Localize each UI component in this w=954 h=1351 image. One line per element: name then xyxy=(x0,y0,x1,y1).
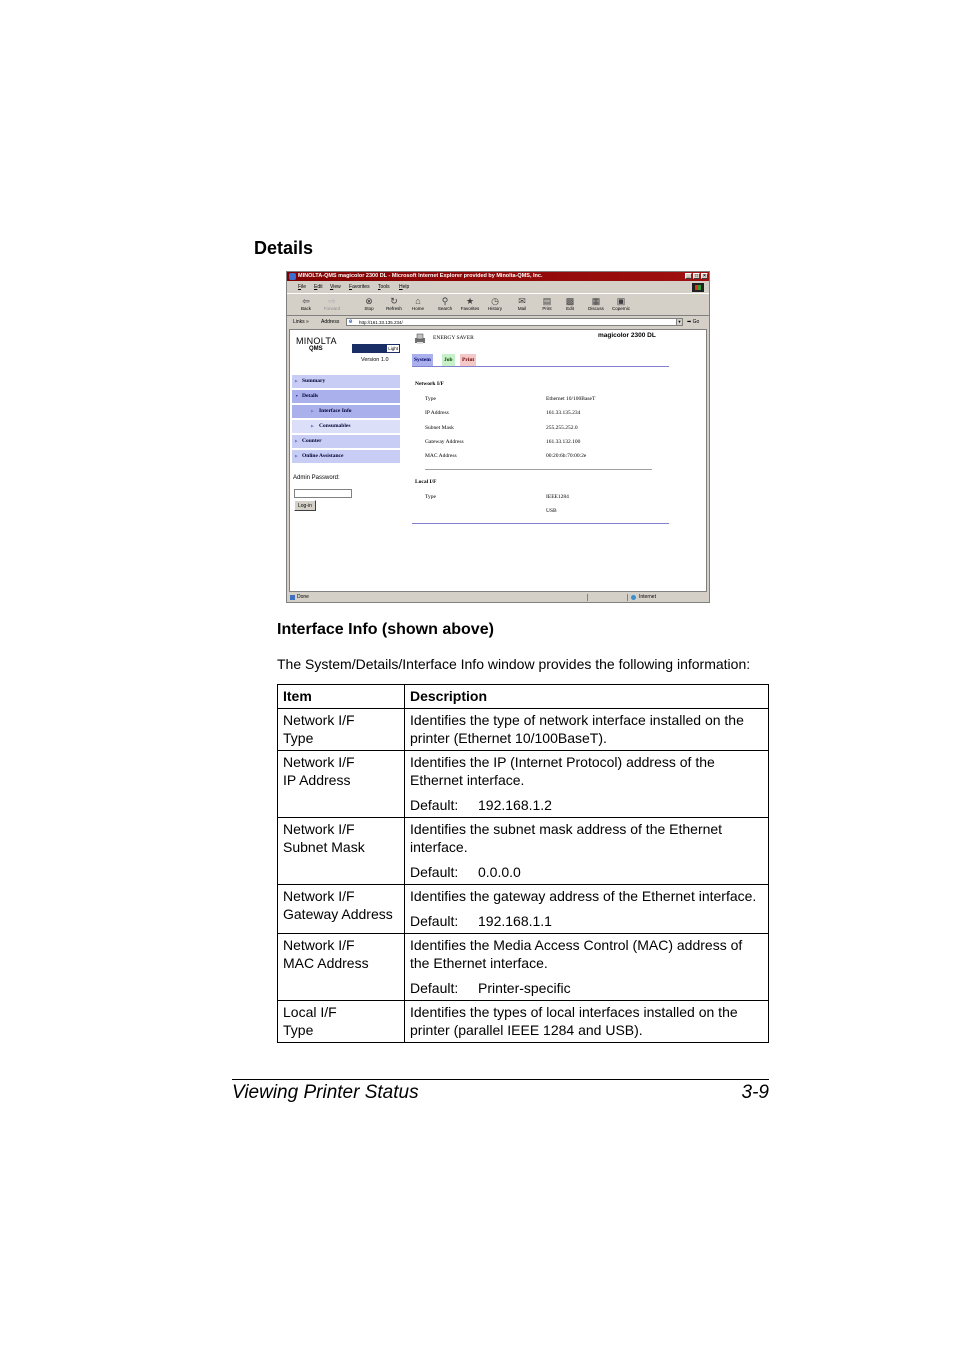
footer-rule xyxy=(232,1079,769,1080)
address-dropdown-icon[interactable]: ▼ xyxy=(677,319,682,324)
refresh-icon: ↻ xyxy=(390,296,398,306)
description-text: Identifies the Media Access Control (MAC) address of the Ethernet interface. xyxy=(410,937,743,971)
window-title: MINOLTA-QMS magicolor 2300 DL - Microsoft Internet Explorer provided by Minolta-QMS, Inc. xyxy=(298,273,543,279)
go-button[interactable]: ➡ Go xyxy=(687,319,700,325)
admin-password-input[interactable] xyxy=(294,489,352,498)
copernic-icon: ▣ xyxy=(616,296,626,306)
menu-tools[interactable]: Tools xyxy=(378,284,390,290)
local-type-value: IEEE1284 xyxy=(546,494,569,500)
badge-text: Light xyxy=(388,346,398,351)
menu-edit[interactable]: Edit xyxy=(314,284,323,290)
table-row xyxy=(278,885,769,934)
tab-divider xyxy=(412,366,669,367)
close-button[interactable]: × xyxy=(701,273,708,279)
history-icon: ◷ xyxy=(491,296,499,306)
nav-item-interface-info[interactable]: ▶ Interface Info xyxy=(292,405,400,418)
tab-job[interactable]: Job xyxy=(442,354,455,366)
default-label: Default: xyxy=(410,913,459,929)
toolbar-label: Back xyxy=(300,306,311,311)
login-button[interactable]: Log-in xyxy=(294,500,316,511)
network-field-value: 161.33.132.100 xyxy=(546,438,581,445)
toolbar-label: Mail xyxy=(517,306,527,311)
nav-item-consumables[interactable]: ▶ Consumables xyxy=(292,420,400,433)
printer-icon xyxy=(414,333,426,345)
default-value: 192.168.1.1 xyxy=(478,913,552,929)
toolbar-print-button[interactable] xyxy=(535,295,559,314)
default-line xyxy=(410,979,763,997)
network-field-value: 255.255.252.0 xyxy=(546,424,578,431)
mail-icon: ✉ xyxy=(518,296,526,306)
local-type-key: Type xyxy=(425,494,436,500)
item-text: Local I/F xyxy=(283,1004,337,1020)
default-line xyxy=(410,912,763,930)
go-label: Go xyxy=(692,319,700,325)
toolbar-home-button[interactable] xyxy=(406,295,430,314)
network-field-value: 00:20:6b:70:00:2e xyxy=(546,453,587,460)
window-titlebar xyxy=(287,272,709,281)
local-if-heading: Local I/F xyxy=(415,479,437,485)
default-value: 192.168.1.2 xyxy=(478,797,552,813)
status-done: Done xyxy=(297,594,309,600)
item-text: Network I/F xyxy=(283,937,355,953)
default-label: Default: xyxy=(410,980,459,996)
qms-logo: QMS xyxy=(309,346,323,352)
description-text: Identifies the types of local interfaces installed on the printer (parallel IEEE 1284 and USB). xyxy=(410,1004,738,1038)
default-line xyxy=(410,863,763,881)
toolbar-label: Stop xyxy=(364,306,374,311)
table-header-row xyxy=(278,685,769,709)
toolbar-label: Refresh xyxy=(386,306,402,311)
windows-logo-icon xyxy=(692,283,704,292)
item-text: Type xyxy=(283,730,314,746)
favorites-icon: ★ xyxy=(465,296,475,306)
toolbar-discuss-button[interactable] xyxy=(584,295,608,314)
local-type-value: USB xyxy=(546,508,557,514)
description-cell xyxy=(405,709,769,751)
network-field-label: MAC Address xyxy=(425,453,457,460)
description-cell xyxy=(405,818,769,885)
column-header-item: Item xyxy=(278,685,405,709)
subsection-title: Interface Info (shown above) xyxy=(277,621,494,638)
edit-icon: ▩ xyxy=(565,296,575,306)
intro-text: The System/Details/Interface Info window provides the following information: xyxy=(277,656,751,672)
item-cell xyxy=(278,709,405,751)
menu-bar xyxy=(287,282,709,292)
menu-file[interactable]: File xyxy=(298,284,307,290)
description-cell xyxy=(405,885,769,934)
item-text: IP Address xyxy=(283,772,351,788)
search-icon: ⚲ xyxy=(441,296,449,306)
toolbar-search-button[interactable] xyxy=(433,295,457,314)
item-cell xyxy=(278,818,405,885)
toolbar-forward-button[interactable] xyxy=(320,295,344,314)
minimize-button[interactable]: _ xyxy=(685,273,692,279)
table-row xyxy=(278,934,769,1001)
toolbar-back-button[interactable] xyxy=(294,295,318,314)
tab-print[interactable]: Print xyxy=(460,354,476,366)
print-icon: ▤ xyxy=(542,296,552,306)
status-zone: Internet xyxy=(639,594,656,600)
stop-icon: ⊗ xyxy=(365,296,373,306)
default-line xyxy=(410,796,763,814)
item-text: Type xyxy=(283,1022,314,1038)
toolbar-label: Edit xyxy=(566,306,574,311)
description-cell xyxy=(405,1001,769,1043)
default-value: 0.0.0.0 xyxy=(478,864,521,880)
column-header-description: Description xyxy=(405,685,769,709)
address-input[interactable]: e http://161.33.135.234/ xyxy=(346,318,680,326)
table-row xyxy=(278,751,769,818)
item-text: Network I/F xyxy=(283,821,355,837)
item-cell xyxy=(278,885,405,934)
toolbar-label: Home xyxy=(411,306,424,311)
network-if-heading: Network I/F xyxy=(415,381,444,387)
item-cell xyxy=(278,1001,405,1043)
page-number: 3-9 xyxy=(741,1082,769,1103)
network-field-label: Type xyxy=(425,396,436,402)
item-text: Network I/F xyxy=(283,754,355,770)
description-text: Identifies the gateway address of the Ethernet interface. xyxy=(410,888,757,904)
item-cell xyxy=(278,934,405,1001)
back-arrow-icon: ⇦ xyxy=(302,296,310,306)
table-row xyxy=(278,1001,769,1043)
item-text: MAC Address xyxy=(283,955,369,971)
browser-toolbar xyxy=(287,293,709,316)
nav-item-details[interactable]: ▼ Details xyxy=(292,390,400,403)
network-field-label: IP Address xyxy=(425,410,449,417)
links-button[interactable]: Links » xyxy=(293,319,309,325)
description-text: Identifies the IP (Internet Protocol) address of the Ethernet interface. xyxy=(410,754,715,788)
footer-title: Viewing Printer Status xyxy=(232,1082,419,1103)
toolbar-edit-button[interactable] xyxy=(558,295,582,314)
default-label: Default: xyxy=(410,797,459,813)
nav-item-summary[interactable]: ▶ Summary xyxy=(292,375,400,388)
description-text: Identifies the subnet mask address of the Ethernet interface. xyxy=(410,821,723,855)
toolbar-mail-button[interactable] xyxy=(510,295,534,314)
network-field-label: Subnet Mask xyxy=(425,424,454,431)
status-bar xyxy=(287,593,709,602)
tab-system[interactable]: System xyxy=(412,354,433,366)
toolbar-stop-button[interactable] xyxy=(357,295,381,314)
toolbar-copernic-button[interactable] xyxy=(609,295,633,314)
browser-screenshot xyxy=(286,271,710,603)
interface-info-table xyxy=(277,684,769,1043)
ie-icon xyxy=(289,273,296,280)
table-row xyxy=(278,709,769,751)
address-label: Address xyxy=(321,319,340,325)
network-field-value: 161.33.135.234 xyxy=(546,410,581,417)
printer-model: magicolor 2300 DL xyxy=(598,332,656,339)
toolbar-refresh-button[interactable] xyxy=(382,295,406,314)
default-value: Printer-specific xyxy=(478,980,571,996)
toolbar-history-button[interactable] xyxy=(483,295,507,314)
toolbar-label: Forward xyxy=(323,306,341,311)
toolbar-label: Print xyxy=(542,306,552,311)
description-cell xyxy=(405,934,769,1001)
product-badge xyxy=(352,344,400,353)
item-text: Network I/F xyxy=(283,888,355,904)
network-field-label: Gateway Address xyxy=(425,438,464,445)
network-field-value: Ethernet 10/100BaseT xyxy=(546,396,596,402)
menu-help[interactable]: Help xyxy=(399,284,410,290)
page-content xyxy=(289,329,707,592)
printer-status: ENERGY SAVER xyxy=(433,335,474,341)
toolbar-label: Copernic xyxy=(611,306,630,311)
nav-item-counter[interactable]: ▶ Counter xyxy=(292,435,400,448)
address-bar xyxy=(287,316,709,328)
nav-item-online-assistance[interactable]: ▶ Online Assistance xyxy=(292,450,400,463)
item-text: Subnet Mask xyxy=(283,839,365,855)
toolbar-label: Search xyxy=(437,306,453,311)
table-row xyxy=(278,818,769,885)
toolbar-favorites-button[interactable] xyxy=(458,295,482,314)
default-label: Default: xyxy=(410,864,459,880)
menu-view[interactable]: View xyxy=(330,284,341,290)
menu-favorites[interactable]: Favorites xyxy=(349,284,370,290)
item-text: Gateway Address xyxy=(283,906,393,922)
description-cell xyxy=(405,751,769,818)
forward-arrow-icon: ⇨ xyxy=(328,296,336,306)
toolbar-label: Favorites xyxy=(460,306,480,311)
item-cell xyxy=(278,751,405,818)
bottom-divider xyxy=(412,523,669,524)
toolbar-label: Discuss xyxy=(588,306,604,311)
admin-password-label: Admin Password: xyxy=(293,475,340,481)
section-title: Details xyxy=(254,238,314,258)
description-text: Identifies the type of network interface installed on the printer (Ethernet 10/100BaseT). xyxy=(410,712,744,746)
version-text: Version 1.0 xyxy=(361,357,389,363)
maximize-button[interactable]: □ xyxy=(694,273,699,279)
toolbar-label: History xyxy=(487,306,502,311)
discuss-icon: ▦ xyxy=(591,296,601,306)
home-icon: ⌂ xyxy=(415,296,421,306)
section-divider xyxy=(425,469,652,470)
item-text: Network I/F xyxy=(283,712,355,728)
minolta-logo: MINOLTA xyxy=(296,336,337,346)
